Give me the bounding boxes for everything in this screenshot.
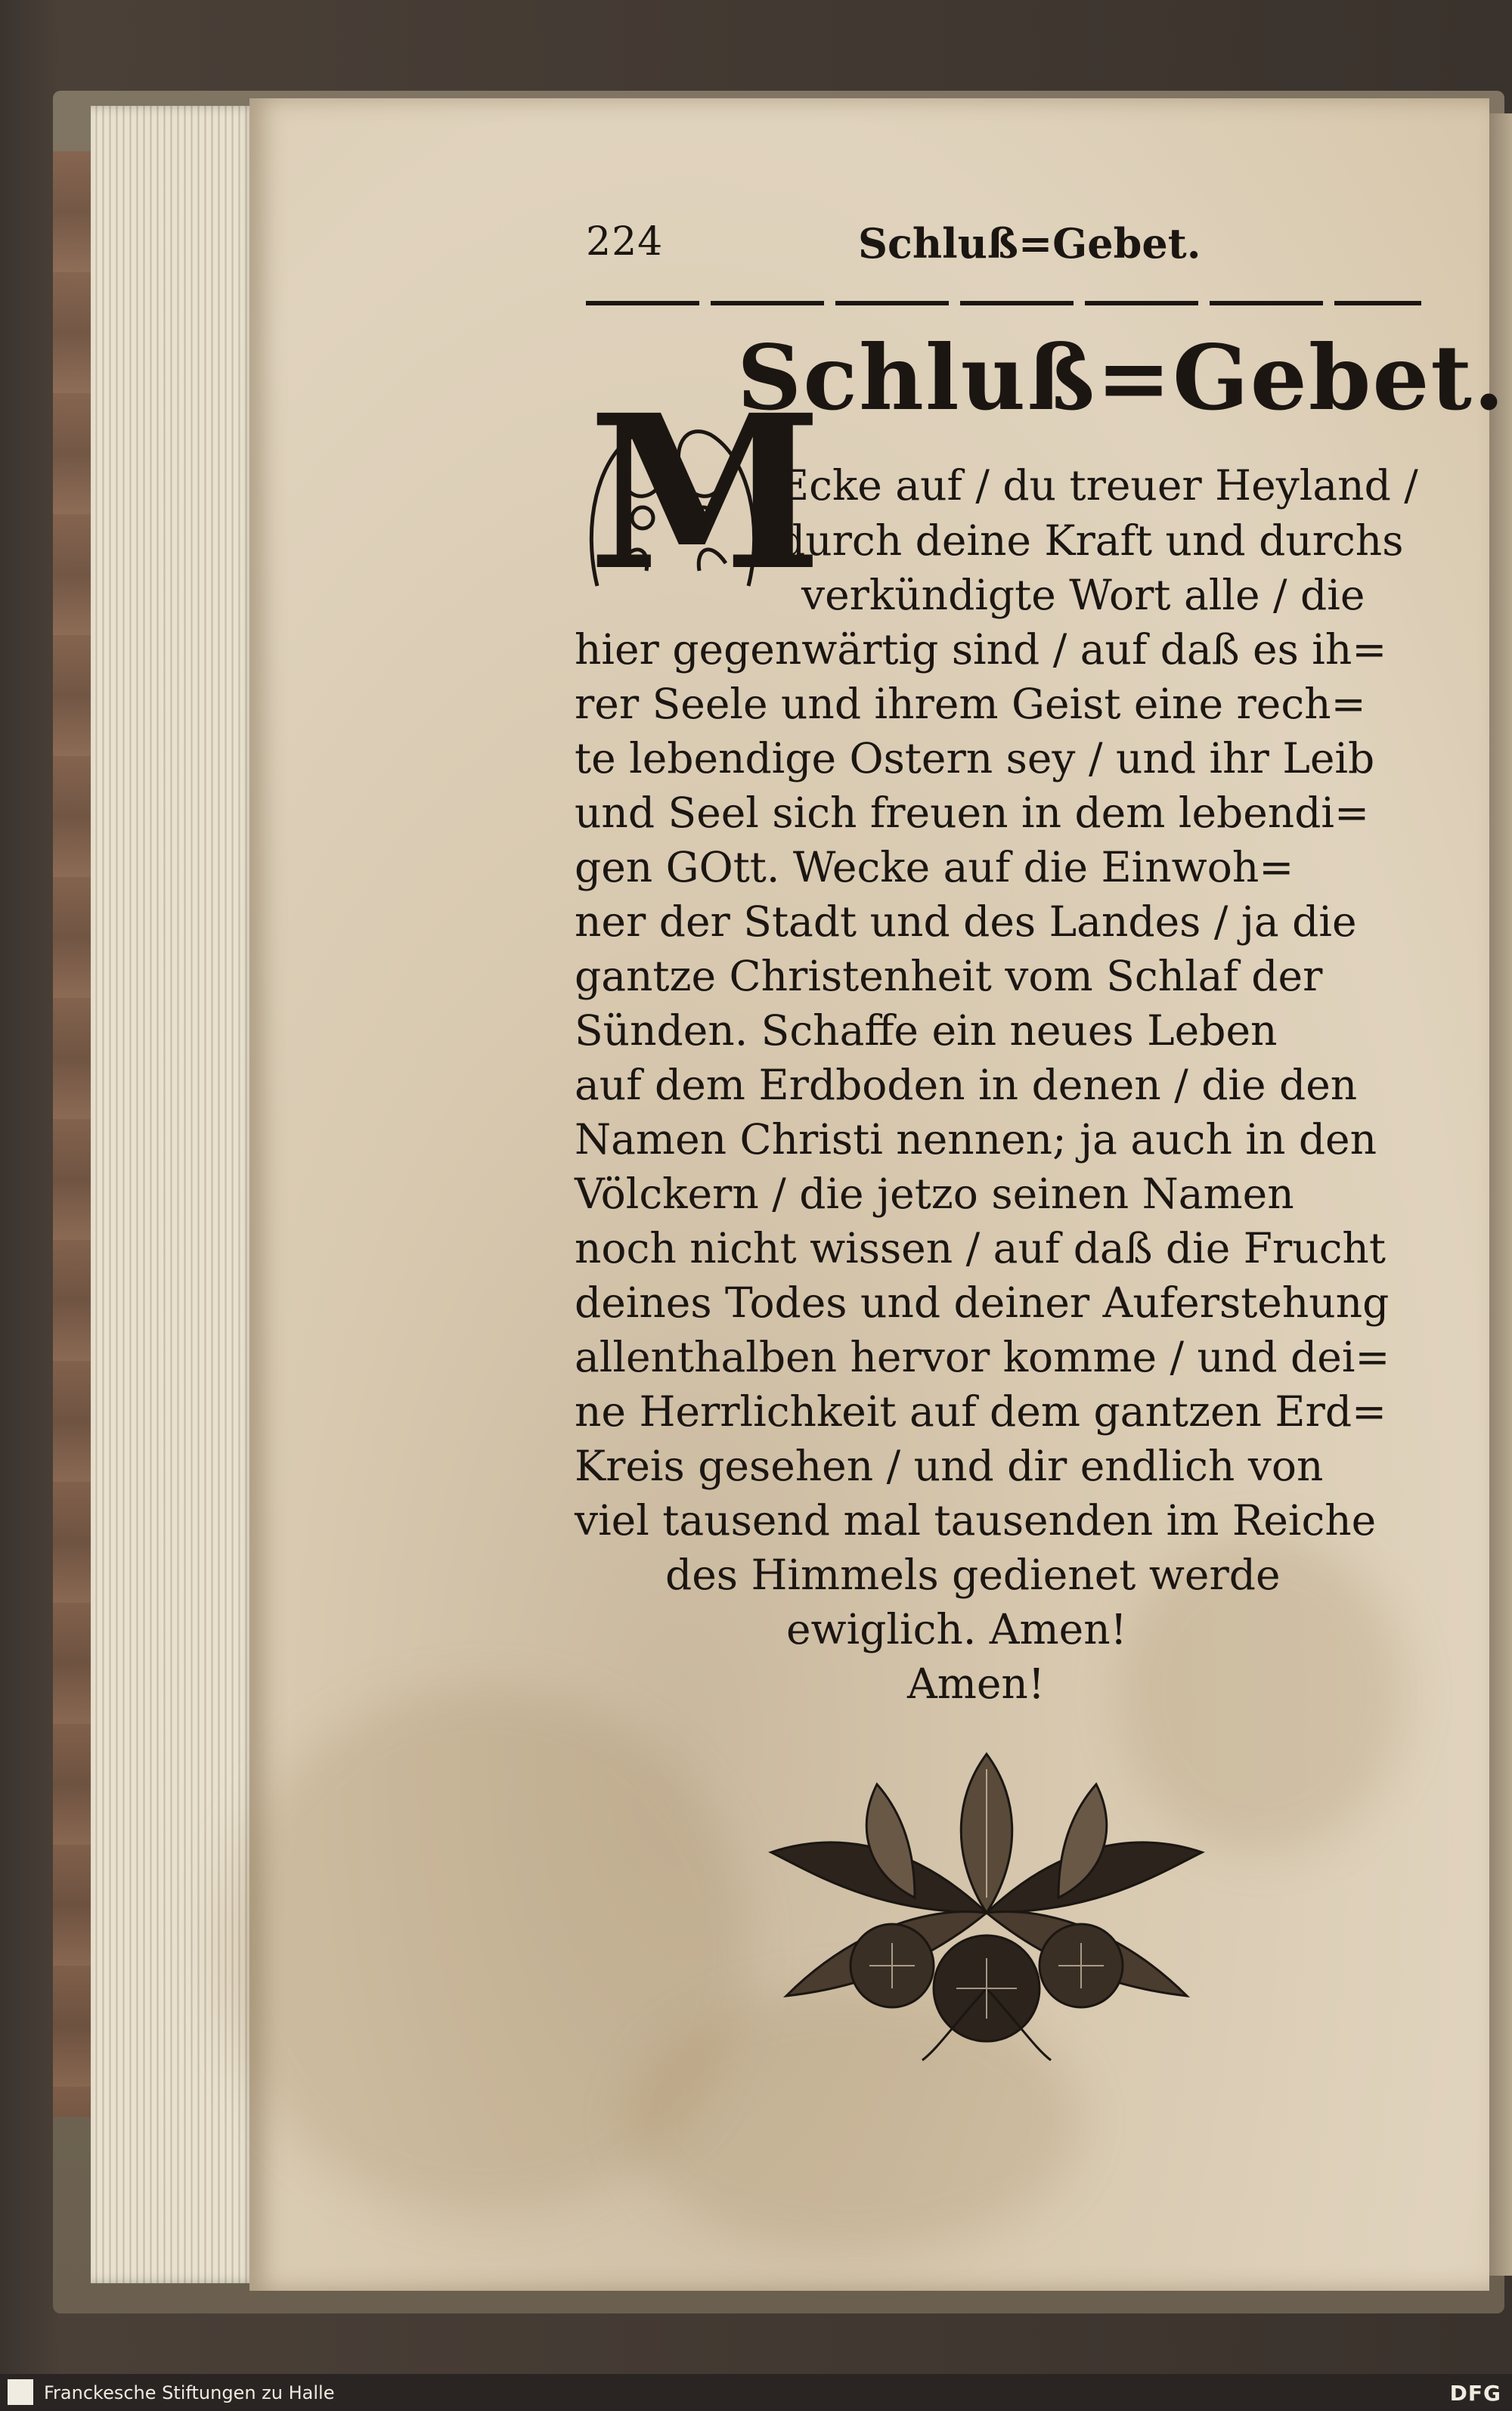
text-line: noch nicht wissen / auf daß die Frucht (575, 1224, 1386, 1272)
dfg-logo: DFG (1449, 2381, 1501, 2406)
page-header (586, 219, 1421, 280)
text-line: ner der Stadt und des Landes / ja die (575, 897, 1357, 946)
text-line: gantze Christenheit vom Schlaf der (575, 952, 1323, 1000)
text-line: Kreis gesehen / und dir endlich von (575, 1442, 1324, 1490)
text-line: te lebendige Ostern sey / und ihr Leib (575, 734, 1375, 782)
prayer-title: Schluß=Gebet. (737, 325, 1507, 430)
text-line: allenthalben hervor komme / und dei= (575, 1333, 1390, 1381)
institution-name: Franckesche Stiftungen zu Halle (44, 2382, 335, 2403)
text-line: Ecke auf / du treuer Heyland / (779, 461, 1418, 510)
text-line: ne Herrlichkeit auf dem gantzen Erd= (575, 1387, 1387, 1436)
institution-logo-icon (8, 2379, 33, 2405)
text-line: Amen! (907, 1659, 1045, 1708)
text-line: viel tausend mal tausenden im Reiche (575, 1496, 1377, 1545)
text-line: des Himmels gedienet werde (665, 1551, 1281, 1599)
text-line: auf dem Erdboden in denen / die den (575, 1061, 1358, 1109)
text-line: deines Todes und deiner Auferstehung (575, 1278, 1390, 1327)
text-line: verkündigte Wort alle / die (801, 571, 1365, 619)
decorated-initial (575, 369, 823, 618)
text-line: hier gegenwärtig sind / auf daß es ih= (575, 625, 1387, 674)
text-line: Sünden. Schaffe ein neues Leben (575, 1006, 1278, 1055)
text-line: Namen Christi nennen; ja auch in den (575, 1115, 1377, 1164)
page-number: 224 (586, 219, 664, 265)
running-head: Schluß=Gebet. (858, 219, 1201, 268)
text-line: und Seel sich freuen in dem lebendi= (575, 789, 1370, 837)
text-line: durch deine Kraft und durchs (779, 516, 1404, 565)
initial-letter: M (588, 369, 823, 618)
viewer-footer (0, 2374, 1512, 2411)
text-line: Völckern / die jetzo seinen Namen (575, 1170, 1294, 1218)
facing-page-edge (1486, 113, 1512, 2276)
header-rule (586, 301, 1421, 305)
flower-ornament-icon (726, 1739, 1247, 2064)
text-line: ewiglich. Amen! (786, 1605, 1127, 1653)
text-line: gen GOtt. Wecke auf die Einwoh= (575, 843, 1294, 891)
text-line: rer Seele und ihrem Geist eine rech= (575, 680, 1366, 728)
